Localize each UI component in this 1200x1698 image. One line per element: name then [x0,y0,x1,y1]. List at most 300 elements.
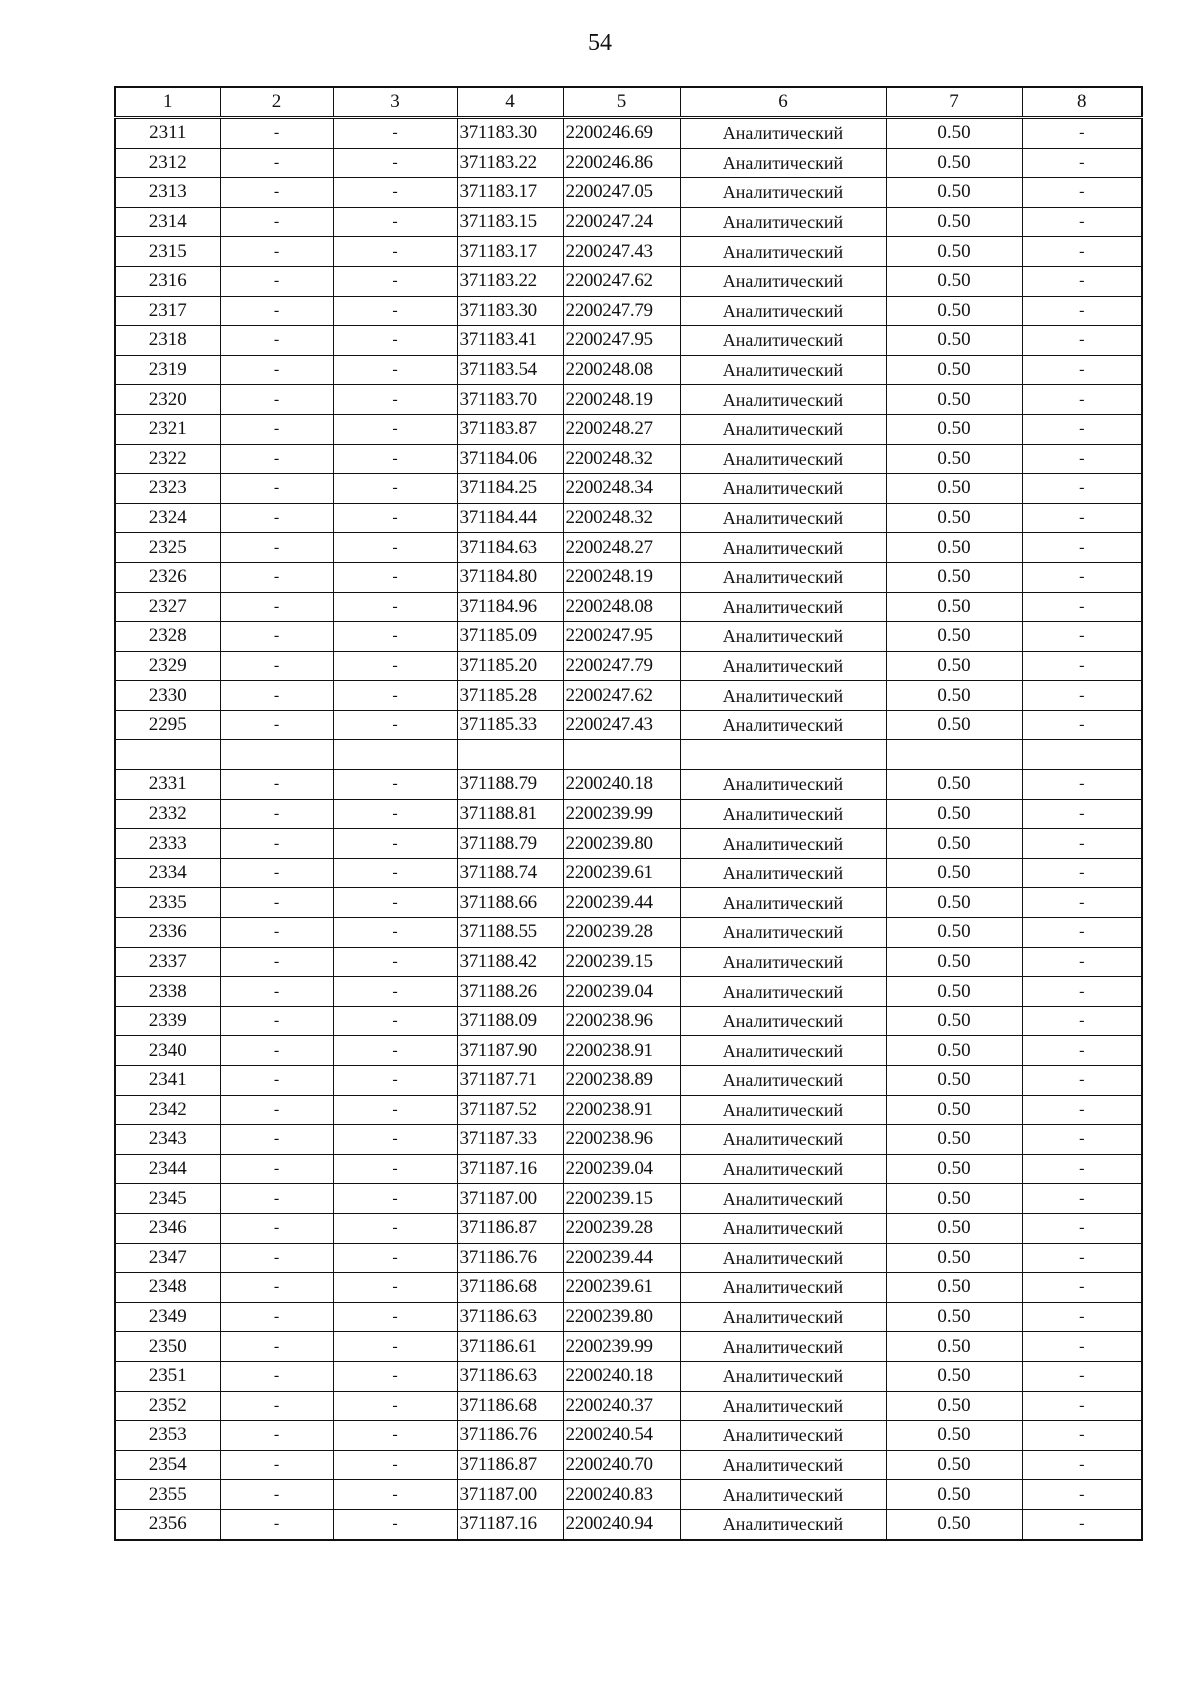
x-coordinate-cell: 371184.80 [457,562,563,592]
x-coordinate-cell: 371186.63 [457,1302,563,1332]
col8-cell: - [1022,237,1142,267]
point-number-cell: 2349 [115,1302,220,1332]
y-coordinate-cell: 2200239.99 [563,1332,680,1362]
method-cell: Аналитический [680,266,886,296]
y-coordinate-cell: 2200239.44 [563,888,680,918]
x-coordinate-cell: 371187.90 [457,1036,563,1066]
col8-cell: - [1022,474,1142,504]
point-number-cell: 2323 [115,474,220,504]
y-coordinate-cell: 2200248.32 [563,503,680,533]
col3-cell: - [333,651,457,681]
col2-cell: - [220,1066,333,1096]
col8-cell: - [1022,977,1142,1007]
y-coordinate-cell: 2200248.08 [563,592,680,622]
col8-cell: - [1022,355,1142,385]
accuracy-cell: 0.50 [886,207,1022,237]
table-row [115,1450,1142,1480]
method-cell: Аналитический [680,1125,886,1155]
point-number-cell: 2314 [115,207,220,237]
col2-cell: - [220,1509,333,1539]
col2-cell: - [220,148,333,178]
col8-cell: - [1022,1213,1142,1243]
col2-cell: - [220,1243,333,1273]
col2-cell: - [220,918,333,948]
y-coordinate-cell: 2200247.79 [563,651,680,681]
col8-cell: - [1022,710,1142,740]
method-cell: Аналитический [680,355,886,385]
table-row [115,947,1142,977]
y-coordinate-cell: 2200239.99 [563,799,680,829]
method-cell: Аналитический [680,207,886,237]
point-number-cell: 2319 [115,355,220,385]
col2-cell: - [220,1095,333,1125]
col3-cell: - [333,1450,457,1480]
x-coordinate-cell: 371187.33 [457,1125,563,1155]
col3-cell: - [333,1006,457,1036]
table-row [115,1184,1142,1214]
y-coordinate-cell: 2200240.37 [563,1391,680,1421]
col2-cell: - [220,651,333,681]
method-cell: Аналитический [680,1154,886,1184]
accuracy-cell: 0.50 [886,1273,1022,1303]
method-cell: Аналитический [680,148,886,178]
x-coordinate-cell: 371187.00 [457,1184,563,1214]
method-cell: Аналитический [680,1213,886,1243]
col2-cell: - [220,770,333,800]
col8-cell: - [1022,947,1142,977]
col8-cell: - [1022,1480,1142,1510]
accuracy-cell: 0.50 [886,1095,1022,1125]
table-row [115,1125,1142,1155]
table-row [115,740,1142,770]
col8-cell: - [1022,592,1142,622]
col2-cell: - [220,326,333,356]
table-row [115,503,1142,533]
accuracy-cell: 0.50 [886,1243,1022,1273]
col2-cell: - [220,888,333,918]
col3-cell: - [333,888,457,918]
accuracy-cell: 0.50 [886,1361,1022,1391]
y-coordinate-cell: 2200248.19 [563,385,680,415]
accuracy-cell: 0.50 [886,148,1022,178]
x-coordinate-cell: 371183.54 [457,355,563,385]
point-number-cell: 2326 [115,562,220,592]
x-coordinate-cell: 371187.00 [457,1480,563,1510]
method-cell: Аналитический [680,918,886,948]
accuracy-cell: 0.50 [886,918,1022,948]
col3-cell: - [333,1480,457,1510]
col3-cell: - [333,562,457,592]
y-coordinate-cell: 2200248.27 [563,533,680,563]
table-row [115,533,1142,563]
x-coordinate-cell: 371184.06 [457,444,563,474]
method-cell: Аналитический [680,592,886,622]
col3-cell: - [333,503,457,533]
method-cell: Аналитический [680,1273,886,1303]
col3-cell: - [333,681,457,711]
header-cell: 3 [333,87,457,118]
method-cell: Аналитический [680,681,886,711]
accuracy-cell: 0.50 [886,1509,1022,1539]
accuracy-cell: 0.50 [886,385,1022,415]
table-row [115,296,1142,326]
y-coordinate-cell: 2200240.54 [563,1421,680,1451]
accuracy-cell: 0.50 [886,118,1022,149]
table-row [115,1480,1142,1510]
y-coordinate-cell: 2200240.18 [563,1361,680,1391]
y-coordinate-cell: 2200238.89 [563,1066,680,1096]
accuracy-cell: 0.50 [886,1391,1022,1421]
col2-cell: - [220,474,333,504]
point-number-cell: 2343 [115,1125,220,1155]
col8-cell: - [1022,266,1142,296]
table-row [115,266,1142,296]
x-coordinate-cell: 371183.30 [457,296,563,326]
col2-cell: - [220,947,333,977]
point-number-cell: 2334 [115,858,220,888]
col8-cell: - [1022,1332,1142,1362]
x-coordinate-cell: 371185.33 [457,710,563,740]
point-number-cell: 2356 [115,1509,220,1539]
accuracy-cell: 0.50 [886,592,1022,622]
x-coordinate-cell: 371183.41 [457,326,563,356]
col3-cell: - [333,1332,457,1362]
col3-cell: - [333,1066,457,1096]
method-cell: Аналитический [680,1361,886,1391]
col2-cell: - [220,829,333,859]
point-number-cell: 2351 [115,1361,220,1391]
point-number-cell: 2312 [115,148,220,178]
table-row [115,1036,1142,1066]
accuracy-cell: 0.50 [886,1125,1022,1155]
point-number-cell: 2352 [115,1391,220,1421]
point-number-cell: 2344 [115,1154,220,1184]
x-coordinate-cell: 371186.61 [457,1332,563,1362]
col3-cell: - [333,1509,457,1539]
col3-cell: - [333,474,457,504]
accuracy-cell: 0.50 [886,829,1022,859]
accuracy-cell: 0.50 [886,1066,1022,1096]
y-coordinate-cell: 2200239.04 [563,977,680,1007]
x-coordinate-cell: 371184.44 [457,503,563,533]
table-row [115,1213,1142,1243]
col3-cell: - [333,1154,457,1184]
col3-cell: - [333,1213,457,1243]
method-cell: Аналитический [680,1302,886,1332]
x-coordinate-cell: 371184.63 [457,533,563,563]
method-cell: Аналитический [680,237,886,267]
col3-cell: - [333,326,457,356]
accuracy-cell: 0.50 [886,1154,1022,1184]
y-coordinate-cell: 2200240.18 [563,770,680,800]
col2-cell: - [220,858,333,888]
y-coordinate-cell: 2200238.96 [563,1006,680,1036]
method-cell: Аналитический [680,444,886,474]
point-number-cell: 2313 [115,178,220,208]
method-cell: Аналитический [680,1006,886,1036]
col2-cell: - [220,414,333,444]
table-row [115,385,1142,415]
x-coordinate-cell: 371183.30 [457,118,563,149]
x-coordinate-cell: 371188.42 [457,947,563,977]
accuracy-cell: 0.50 [886,503,1022,533]
col2-cell: - [220,1125,333,1155]
y-coordinate-cell: 2200239.28 [563,918,680,948]
table-row [115,977,1142,1007]
y-coordinate-cell: 2200247.24 [563,207,680,237]
accuracy-cell: 0.50 [886,326,1022,356]
col8-cell: - [1022,533,1142,563]
point-number-cell: 2340 [115,1036,220,1066]
x-coordinate-cell: 371183.22 [457,266,563,296]
col2-cell: - [220,533,333,563]
header-cell: 6 [680,87,886,118]
method-cell: Аналитический [680,1095,886,1125]
y-coordinate-cell: 2200239.80 [563,829,680,859]
method-cell: Аналитический [680,1391,886,1421]
y-coordinate-cell: 2200246.86 [563,148,680,178]
col8-cell: - [1022,385,1142,415]
method-cell: Аналитический [680,651,886,681]
y-coordinate-cell: 2200239.28 [563,1213,680,1243]
table-row [115,592,1142,622]
col2-cell: - [220,1184,333,1214]
accuracy-cell: 0.50 [886,414,1022,444]
y-coordinate-cell: 2200247.95 [563,326,680,356]
header-cell: 5 [563,87,680,118]
y-coordinate-cell: 2200238.91 [563,1095,680,1125]
method-cell: Аналитический [680,1509,886,1539]
table-row [115,799,1142,829]
col8-cell: - [1022,1066,1142,1096]
method-cell: Аналитический [680,799,886,829]
point-number-cell: 2339 [115,1006,220,1036]
y-coordinate-cell: 2200239.80 [563,1302,680,1332]
y-coordinate-cell: 2200248.19 [563,562,680,592]
accuracy-cell: 0.50 [886,237,1022,267]
col8-cell [1022,740,1142,770]
x-coordinate-cell: 371186.76 [457,1243,563,1273]
col8-cell: - [1022,1302,1142,1332]
y-coordinate-cell: 2200247.62 [563,681,680,711]
x-coordinate-cell: 371183.87 [457,414,563,444]
x-coordinate-cell: 371188.79 [457,770,563,800]
accuracy-cell: 0.50 [886,681,1022,711]
point-number-cell: 2336 [115,918,220,948]
col2-cell: - [220,503,333,533]
method-cell: Аналитический [680,503,886,533]
col3-cell: - [333,1095,457,1125]
accuracy-cell: 0.50 [886,562,1022,592]
col8-cell: - [1022,414,1142,444]
accuracy-cell: 0.50 [886,1450,1022,1480]
col2-cell: - [220,1036,333,1066]
col8-cell: - [1022,918,1142,948]
point-number-cell: 2321 [115,414,220,444]
table-row [115,562,1142,592]
col8-cell: - [1022,207,1142,237]
col8-cell: - [1022,1154,1142,1184]
table-row [115,1243,1142,1273]
col3-cell: - [333,622,457,652]
y-coordinate-cell: 2200247.79 [563,296,680,326]
x-coordinate-cell: 371186.87 [457,1450,563,1480]
table-row [115,414,1142,444]
x-coordinate-cell: 371186.87 [457,1213,563,1243]
coordinates-table [114,86,1143,1541]
method-cell: Аналитический [680,1480,886,1510]
point-number-cell: 2345 [115,1184,220,1214]
point-number-cell: 2325 [115,533,220,563]
table-row [115,858,1142,888]
accuracy-cell: 0.50 [886,770,1022,800]
table-row [115,326,1142,356]
col2-cell: - [220,207,333,237]
table-row [115,474,1142,504]
y-coordinate-cell [563,740,680,770]
x-coordinate-cell: 371186.68 [457,1391,563,1421]
accuracy-cell: 0.50 [886,710,1022,740]
point-number-cell: 2350 [115,1332,220,1362]
method-cell: Аналитический [680,326,886,356]
col2-cell: - [220,1391,333,1421]
x-coordinate-cell: 371183.17 [457,178,563,208]
col3-cell: - [333,1302,457,1332]
col8-cell: - [1022,1095,1142,1125]
x-coordinate-cell: 371188.55 [457,918,563,948]
x-coordinate-cell: 371187.16 [457,1509,563,1539]
col2-cell: - [220,1213,333,1243]
table-row [115,681,1142,711]
col8-cell: - [1022,1273,1142,1303]
col8-cell: - [1022,503,1142,533]
col3-cell: - [333,1361,457,1391]
col8-cell: - [1022,148,1142,178]
x-coordinate-cell: 371187.16 [457,1154,563,1184]
col8-cell: - [1022,770,1142,800]
point-number-cell: 2341 [115,1066,220,1096]
y-coordinate-cell: 2200239.61 [563,1273,680,1303]
x-coordinate-cell: 371187.52 [457,1095,563,1125]
method-cell: Аналитический [680,858,886,888]
col8-cell: - [1022,1125,1142,1155]
col2-cell: - [220,1302,333,1332]
col3-cell: - [333,1125,457,1155]
point-number-cell: 2320 [115,385,220,415]
col2-cell: - [220,681,333,711]
col3-cell: - [333,296,457,326]
y-coordinate-cell: 2200239.44 [563,1243,680,1273]
col2-cell: - [220,1480,333,1510]
col3-cell: - [333,178,457,208]
x-coordinate-cell: 371185.20 [457,651,563,681]
col8-cell: - [1022,829,1142,859]
point-number-cell: 2315 [115,237,220,267]
col3-cell: - [333,237,457,267]
col8-cell: - [1022,326,1142,356]
col8-cell: - [1022,444,1142,474]
accuracy-cell: 0.50 [886,1184,1022,1214]
col8-cell: - [1022,1184,1142,1214]
table-row [115,1332,1142,1362]
method-cell: Аналитический [680,770,886,800]
col2-cell: - [220,296,333,326]
col3-cell: - [333,355,457,385]
x-coordinate-cell: 371188.74 [457,858,563,888]
x-coordinate-cell: 371186.76 [457,1421,563,1451]
col8-cell: - [1022,178,1142,208]
point-number-cell: 2348 [115,1273,220,1303]
header-row [115,87,1142,118]
col8-cell: - [1022,1450,1142,1480]
col3-cell: - [333,1273,457,1303]
table-row [115,237,1142,267]
x-coordinate-cell: 371188.26 [457,977,563,1007]
method-cell: Аналитический [680,829,886,859]
accuracy-cell: 0.50 [886,858,1022,888]
method-cell: Аналитический [680,1450,886,1480]
col3-cell [333,740,457,770]
point-number-cell: 2337 [115,947,220,977]
header-cell: 1 [115,87,220,118]
method-cell: Аналитический [680,296,886,326]
y-coordinate-cell: 2200238.96 [563,1125,680,1155]
col2-cell: - [220,1361,333,1391]
point-number-cell: 2330 [115,681,220,711]
col8-cell: - [1022,622,1142,652]
method-cell: Аналитический [680,1036,886,1066]
col3-cell: - [333,977,457,1007]
method-cell: Аналитический [680,414,886,444]
table-row [115,1421,1142,1451]
col3-cell: - [333,444,457,474]
table-row [115,1066,1142,1096]
col8-cell: - [1022,1421,1142,1451]
method-cell: Аналитический [680,977,886,1007]
table-row [115,651,1142,681]
table-row [115,355,1142,385]
table-row [115,1391,1142,1421]
col2-cell [220,740,333,770]
x-coordinate-cell: 371183.15 [457,207,563,237]
accuracy-cell: 0.50 [886,1036,1022,1066]
point-number-cell: 2332 [115,799,220,829]
point-number-cell: 2316 [115,266,220,296]
method-cell: Аналитический [680,947,886,977]
accuracy-cell: 0.50 [886,444,1022,474]
point-number-cell: 2342 [115,1095,220,1125]
method-cell: Аналитический [680,1184,886,1214]
col8-cell: - [1022,118,1142,149]
accuracy-cell: 0.50 [886,622,1022,652]
col2-cell: - [220,355,333,385]
table-row [115,207,1142,237]
table-row [115,622,1142,652]
point-number-cell: 2317 [115,296,220,326]
accuracy-cell [886,740,1022,770]
table-row [115,829,1142,859]
y-coordinate-cell: 2200248.08 [563,355,680,385]
header-cell: 2 [220,87,333,118]
method-cell: Аналитический [680,710,886,740]
y-coordinate-cell: 2200246.69 [563,118,680,149]
method-cell: Аналитический [680,385,886,415]
table-row [115,148,1142,178]
table-row [115,1302,1142,1332]
accuracy-cell: 0.50 [886,1213,1022,1243]
y-coordinate-cell: 2200247.05 [563,178,680,208]
point-number-cell: 2318 [115,326,220,356]
